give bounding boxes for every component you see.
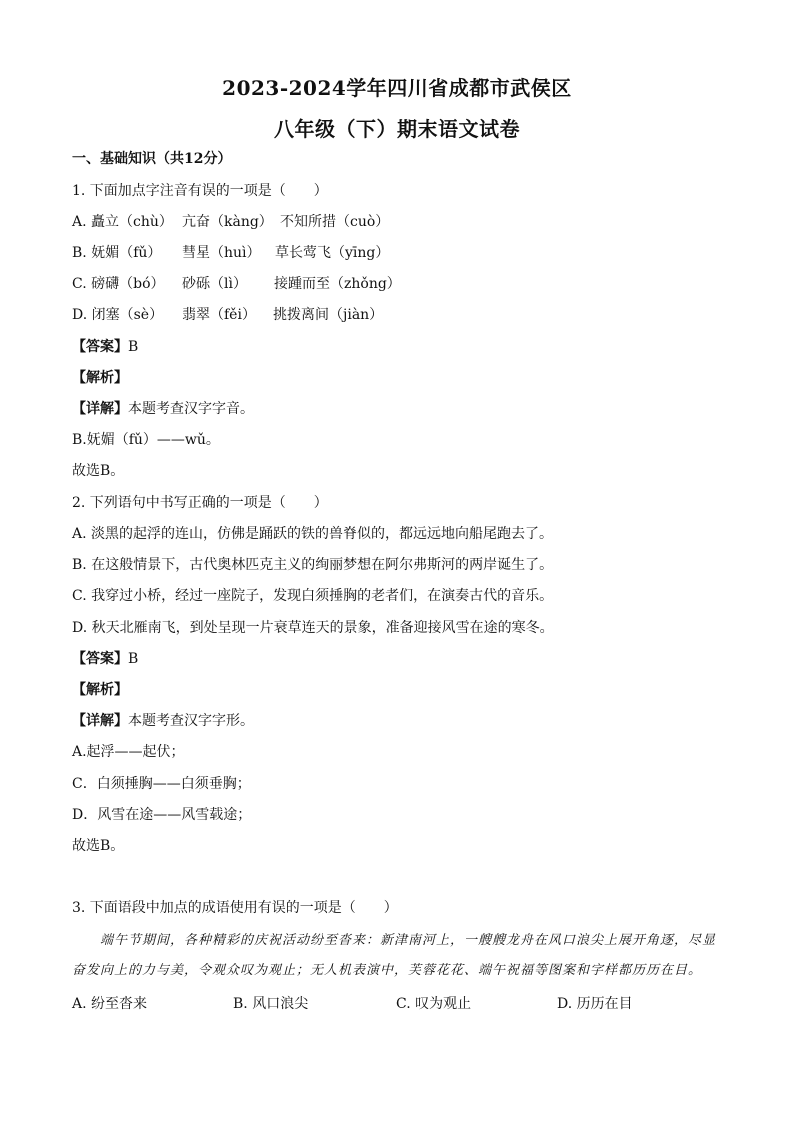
q1-c-item3: 接踵而至（zhǒng） (274, 276, 401, 292)
q1-c-item2: 砂砾（lì） (182, 276, 247, 292)
q1-c-item1: C. 磅礴（bó） (72, 276, 165, 292)
q2-answer (72, 650, 138, 668)
q1-detail (72, 400, 254, 418)
detail-text: 本题考查汉字字音。 (128, 401, 254, 417)
q2-option-b: B. 在这般情景下，古代奥林匹克主义的绚丽梦想在阿尔弗斯河的两岸诞生了。 (72, 557, 554, 573)
answer-value: B (128, 339, 139, 355)
q1-note: B.妩媚（fǔ）——wǔ。 (72, 432, 220, 448)
q2-option-c: C. 我穿过小桥，经过一座院子，发现白须捶胸的老者们，在演奏古代的音乐。 (72, 588, 554, 604)
q2-option-a: A. 淡黑的起浮的连山，仿佛是踊跃的铁的兽脊似的，都远远地向船尾跑去了。 (72, 526, 554, 542)
q1-analysis-tag: 【解析】 (72, 370, 128, 386)
q1-option-b (72, 244, 389, 262)
q1-a-item1: A. 矗立（chù） (72, 214, 173, 230)
q2-note-3: D．风雪在途——风雪载途； (72, 807, 252, 823)
page-subtitle: 八年级（下）期末语文试卷 (274, 117, 520, 141)
section-heading: 一、基础知识（共12分） (72, 151, 232, 167)
q2-option-d: D. 秋天北雁南飞，到处呈现一片衰草连天的景象，准备迎接风雪在途的寒冬。 (72, 620, 554, 636)
q1-d-item2: 翡翠（fěi） (182, 307, 256, 323)
q3-option-b: B. 风口浪尖 (233, 996, 309, 1012)
q1-b-item2: 彗星（huì） (182, 245, 261, 261)
q1-d-item1: D. 闭塞（sè） (72, 307, 164, 323)
q3-passage-line-1: 端午节期间，各种精彩的庆祝活动纷至沓来：新津南河上，一艘艘龙舟在风口浪尖上展开角逐，尽显 (100, 933, 717, 948)
q1-a-item2: 亢奋（kàng） (182, 214, 273, 230)
q1-d-item3: 挑拨离间（jiàn） (273, 307, 384, 323)
q1-b-item1: B. 妩媚（fǔ） (72, 245, 162, 261)
answer-tag: 【答案】 (72, 651, 128, 667)
q2-note-2: C．白须捶胸——白须垂胸； (72, 776, 251, 792)
page-title: 2023-2024学年四川省成都市武侯区 (222, 76, 572, 100)
q3-passage-line-2: 奋发向上的力与美，令观众叹为观止；无人机表演中，芙蓉花花、端午祝福等图案和字样都历历在目。 (72, 963, 703, 978)
q2-conclusion: 故选B。 (72, 838, 125, 854)
question-1-stem: 1. 下面加点字注音有误的一项是（ ） (72, 183, 328, 199)
q1-answer (72, 338, 138, 356)
q3-option-d: D. 历历在目 (557, 996, 633, 1012)
q2-note-1: A.起浮——起伏； (72, 744, 185, 760)
detail-tag: 【详解】 (72, 401, 128, 417)
question-3-stem: 3. 下面语段中加点的成语使用有误的一项是（ ） (72, 900, 398, 916)
q1-option-c (72, 275, 401, 293)
q1-conclusion: 故选B。 (72, 463, 125, 479)
answer-tag: 【答案】 (72, 339, 128, 355)
answer-value: B (128, 651, 139, 667)
q1-option-a (72, 213, 389, 231)
detail-tag: 【详解】 (72, 713, 128, 729)
q2-analysis-tag: 【解析】 (72, 682, 128, 698)
q1-option-d (72, 306, 383, 324)
q1-b-item3: 草长莺飞（yīng） (275, 245, 390, 261)
q1-a-item3: 不知所措（cuò） (280, 214, 390, 230)
question-2-stem: 2. 下列语句中书写正确的一项是（ ） (72, 495, 328, 511)
q2-detail (72, 712, 254, 730)
detail-text: 本题考查汉字字形。 (128, 713, 254, 729)
q3-option-a: A. 纷至沓来 (72, 996, 148, 1012)
q3-option-c: C. 叹为观止 (396, 996, 472, 1012)
